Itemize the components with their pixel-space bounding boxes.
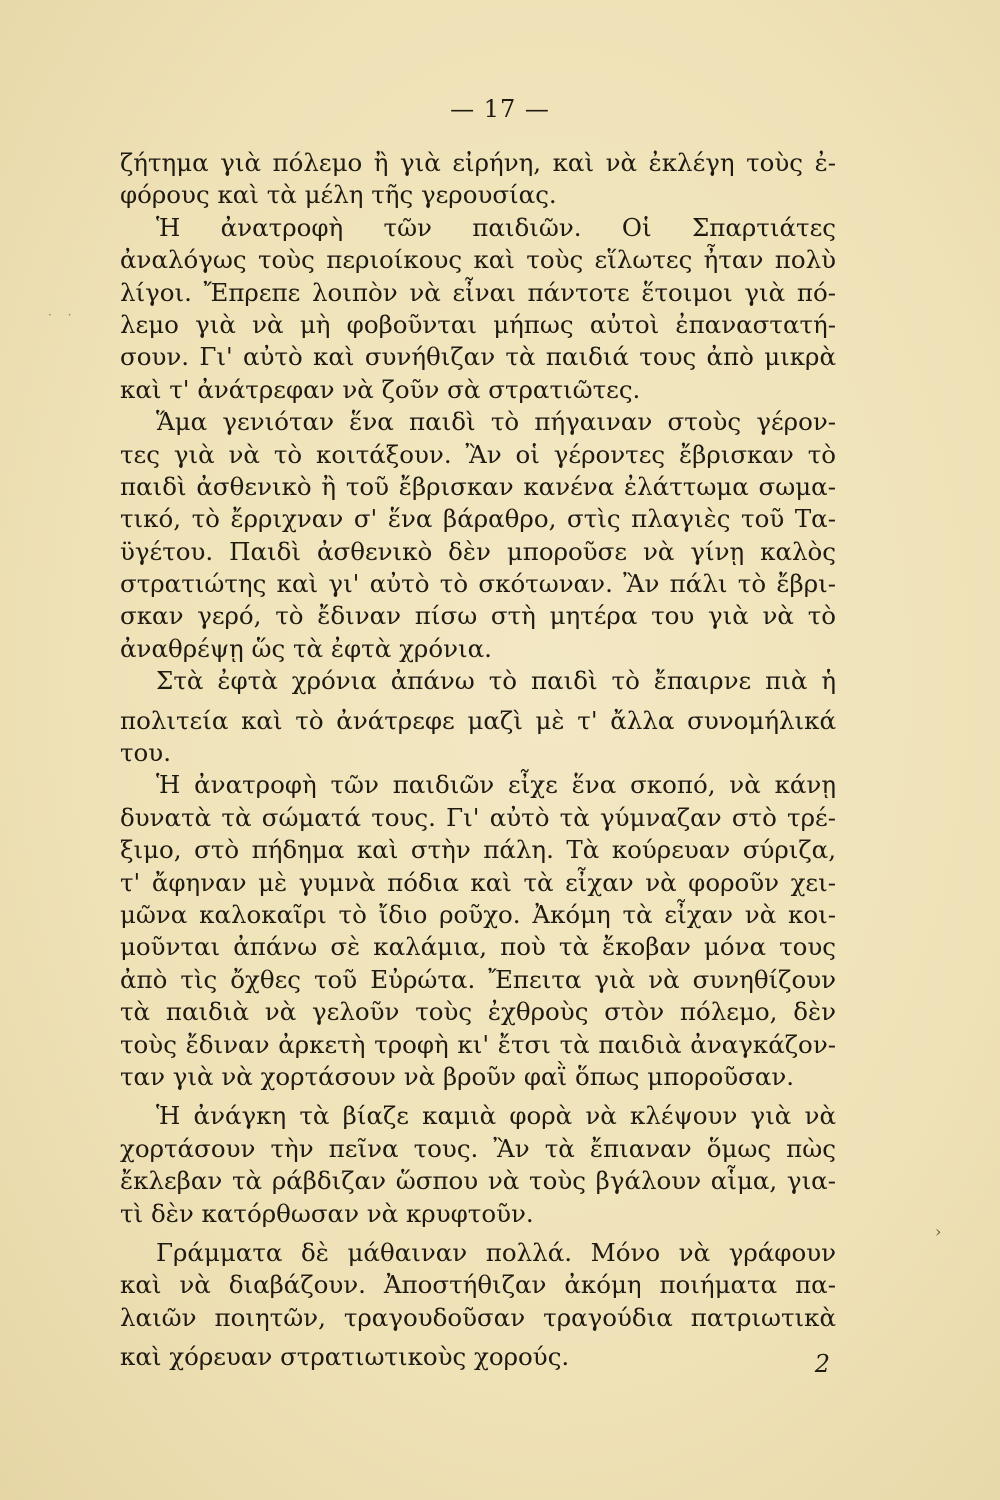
text-line: στρατιώτης καὶ γι' αὐτὸ τὸ σκότωναν. Ἂν πάλι τὸ ἔβρι- <box>120 569 836 599</box>
text-line: τες γιὰ νὰ τὸ κοιτάξουν. Ἂν οἱ γέροντες ἔβρισκαν τὸ <box>120 439 836 469</box>
text-line: τικό, τὸ ἔρριχναν σ' ἕνα βάραθρο, στὶς πλαγιὲς τοῦ Τα- <box>120 504 836 534</box>
text-line: σουν. Γι' αὐτὸ καὶ συνήθιζαν τὰ παιδιά τους ἀπὸ μικρὰ <box>120 342 836 372</box>
margin-mark: › <box>935 1222 942 1241</box>
text-line: Ἡ ἀνατροφὴ τῶν παιδιῶν. Οἱ Σπαρτιάτες <box>156 212 836 242</box>
text-line: καὶ τ' ἀνάτρεφαν νὰ ζοῦν σὰ στρατιῶτες. <box>120 374 641 404</box>
text-line: πολιτεία καὶ τὸ ἀνάτρεφε μαζὶ μὲ τ' ἄλλα συνομήλικά <box>120 705 836 735</box>
paragraph-gap <box>120 1093 836 1100</box>
text-line: λαιῶν ποιητῶν, τραγουδοῦσαν τραγούδια πατριωτικὰ <box>120 1302 836 1332</box>
text-line: τοὺς ἔδιναν ἀρκετὴ τροφὴ κι' ἔτσι τὰ παιδιὰ ἀναγκάζον- <box>120 1029 836 1059</box>
text-line: καὶ νὰ διαβάζουν. Ἀποστήθιζαν ἀκόμη ποιήματα πα- <box>120 1270 836 1300</box>
page-number: — 17 — <box>450 95 550 123</box>
text-line: τὶ δὲν κατόρθωσαν νὰ κρυφτοῦν. <box>120 1198 534 1228</box>
text-line: ἔκλεβαν τὰ ράβδιζαν ὥσπου νὰ τοὺς βγάλουν αἷμα, για- <box>120 1166 836 1196</box>
text-line: παιδὶ ἀσθενικὸ ἢ τοῦ ἔβρισκαν κανένα ἐλάττωμα σωμα- <box>120 471 836 501</box>
text-line: τὰ παιδιὰ νὰ γελοῦν τοὺς ἐχθροὺς στὸν πόλεμο, δὲν <box>120 997 836 1027</box>
paragraph-gap <box>120 1334 836 1341</box>
text-line: ἀπὸ τὶς ὄχθες τοῦ Εὐρώτα. Ἔπειτα γιὰ νὰ συνηθίζουν <box>120 964 836 994</box>
signature-mark: 2 <box>814 1350 830 1378</box>
text-line: χορτάσουν τὴν πεῖνα τους. Ἂν τὰ ἔπιαναν ὅμως πὼς <box>120 1133 836 1163</box>
text-line: καὶ χόρευαν στρατιωτικοὺς χορούς. <box>120 1342 570 1372</box>
text-line: λίγοι. Ἔπρεπε λοιπὸν νὰ εἶναι πάντοτε ἕτοιμοι γιὰ πό- <box>120 277 836 307</box>
text-line: λεμο γιὰ νὰ μὴ φοβοῦνται μήπως αὐτοὶ ἐπαναστατή- <box>120 309 836 339</box>
text-line: μῶνα καλοκαῖρι τὸ ἴδιο ροῦχο. Ἀκόμη τὰ εἶχαν νὰ κοι- <box>120 899 836 929</box>
text-line: ϋγέτου. Παιδὶ ἀσθενικὸ δὲν μποροῦσε νὰ γίνῃ καλὸς <box>120 536 836 566</box>
text-line: ἀναλόγως τοὺς περιοίκους καὶ τοὺς εἵλωτες ἦταν πολὺ <box>120 245 836 275</box>
page-specks: · · <box>48 308 78 322</box>
text-line: Ἡ ἀνατροφὴ τῶν παιδιῶν εἶχε ἕνα σκοπό, νὰ κάνῃ <box>156 770 836 800</box>
paragraph-gap <box>120 698 836 705</box>
text-line: δυνατὰ τὰ σώματά τους. Γι' αὐτὸ τὰ γύμναζαν στὸ τρέ- <box>120 802 836 832</box>
text-line: Ἡ ἀνάγκη τὰ βίαζε καμιὰ φορὰ νὰ κλέψουν γιὰ νὰ <box>156 1101 836 1131</box>
text-line: ζήτημα γιὰ πόλεμο ἢ γιὰ εἰρήνη, καὶ νὰ ἐκλέγη τοὺς ἐ- <box>120 148 836 177</box>
text-line: Ἅμα γενιόταν ἕνα παιδὶ τὸ πήγαιναν στοὺς γέρον- <box>156 407 836 437</box>
text-line: ξιμο, στὸ πήδημα καὶ στὴν πάλη. Τὰ κούρευαν σύριζα, <box>120 835 836 865</box>
text-line: ταν γιὰ νὰ χορτάσουν νὰ βροῦν φαῒ ὅπως μποροῦσαν. <box>120 1061 795 1091</box>
text-line: Γράμματα δὲ μάθαιναν πολλά. Μόνο νὰ γράφουν <box>156 1237 836 1267</box>
text-line: Στὰ ἐφτὰ χρόνια ἀπάνω τὸ παιδὶ τὸ ἔπαιρνε πιὰ ἡ <box>156 666 836 696</box>
text-line: σκαν γερό, τὸ ἔδιναν πίσω στὴ μητέρα του γιὰ νὰ τὸ <box>120 601 836 631</box>
body-text <box>120 147 836 1373</box>
text-line: μοῦνται ἀπάνω σὲ καλάμια, ποὺ τὰ ἔκοβαν μόνα τους <box>120 932 836 962</box>
text-line: τ' ἄφηναν μὲ γυμνὰ πόδια καὶ τὰ εἶχαν νὰ φοροῦν χει- <box>120 867 836 897</box>
text-line: φόρους καὶ τὰ μέλη τῆς γερουσίας. <box>120 180 557 210</box>
paragraph-gap <box>120 1230 836 1237</box>
text-line: του. <box>120 738 171 768</box>
text-line: ἀναθρέψῃ ὥς τὰ ἐφτὰ χρόνια. <box>120 633 492 663</box>
